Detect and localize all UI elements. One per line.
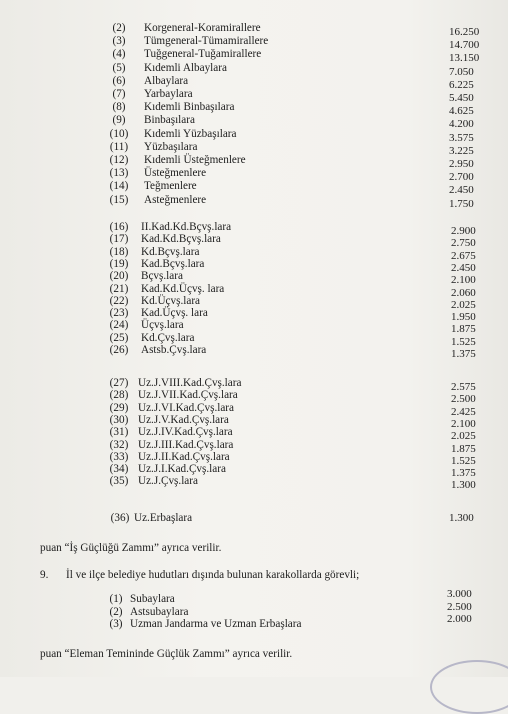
item-value: 4.200	[449, 118, 474, 131]
list-item	[99, 114, 459, 127]
list-item	[99, 377, 459, 390]
item-number: (21)	[109, 282, 129, 295]
list-item	[99, 319, 459, 332]
item-value: 2.950	[449, 158, 474, 170]
item-number: (17)	[109, 233, 129, 246]
list-item	[96, 593, 416, 606]
item-value: 2.425	[451, 405, 476, 418]
paragraph-recruitment: puan “Eleman Temininde Güçlük Zammı” ayrıca verilir.	[40, 648, 293, 660]
item-number: (25)	[109, 331, 129, 344]
item-number: (18)	[109, 245, 129, 258]
item-label: Tümgeneral-Tümamirallere	[144, 35, 269, 48]
item-number: (36)	[110, 512, 130, 524]
item-value: 2.500	[447, 600, 472, 613]
list-item	[99, 475, 459, 488]
list-item	[100, 512, 480, 525]
item-value: 4.625	[449, 105, 474, 118]
section-text: İl ve ilçe belediye hudutları dışında bulunan karakollarda görevli;	[66, 569, 360, 581]
item-value: 5.450	[449, 92, 474, 104]
list-item	[99, 258, 459, 271]
item-label: Yarbaylara	[144, 88, 193, 100]
list-item	[99, 439, 459, 452]
item-label: Kıdemli Binbaşılara	[144, 101, 235, 114]
item-value: 2.450	[451, 261, 476, 274]
item-label: Uz.Erbaşlara	[134, 512, 193, 524]
item-label: Kad.Üçvş. lara	[141, 307, 208, 320]
item-number: (6)	[112, 74, 126, 87]
list-item	[99, 233, 459, 246]
list-item	[99, 128, 459, 141]
item-label: Astsubaylara	[130, 605, 189, 618]
item-label: Uz.J.Çvş.lara	[138, 475, 198, 488]
item-label: Binbaşılara	[144, 114, 195, 127]
item-label: Kıdemli Albaylara	[144, 61, 227, 74]
item-label: Kd.Çvş.lara	[141, 331, 195, 344]
item-label: Subaylara	[130, 593, 175, 605]
item-value: 1.300	[449, 512, 474, 524]
item-value: 1.750	[449, 197, 474, 210]
item-number: (1)	[109, 593, 123, 605]
item-number: (3)	[112, 35, 126, 48]
item-number: (16)	[109, 221, 129, 233]
item-number: (29)	[109, 401, 129, 414]
item-label: Yüzbaşılara	[144, 140, 198, 153]
list-item	[99, 221, 459, 234]
item-value: 1.300	[451, 479, 476, 492]
item-number: (14)	[109, 180, 129, 193]
item-value: 1.875	[451, 442, 476, 455]
list-item	[99, 194, 459, 207]
item-number: (15)	[109, 193, 129, 206]
item-label: Bçvş.lara	[141, 270, 183, 283]
item-number: (24)	[109, 319, 129, 332]
list-item	[99, 154, 459, 167]
item-number: (4)	[112, 48, 126, 61]
item-label: Albaylara	[144, 74, 189, 87]
item-number: (27)	[109, 377, 129, 389]
list-item	[99, 307, 459, 320]
item-value: 6.225	[449, 78, 474, 91]
item-number: (3)	[109, 618, 123, 630]
item-label: II.Kad.Kd.Bçvş.lara	[141, 221, 232, 233]
item-label: Uz.J.VIII.Kad.Çvş.lara	[138, 377, 242, 389]
item-number: (13)	[109, 167, 129, 180]
item-label: Üçvş.lara	[141, 319, 184, 332]
item-value: 16.250	[449, 26, 480, 38]
item-value: 2.675	[451, 249, 476, 262]
list-item	[99, 426, 459, 439]
item-value: 2.700	[449, 171, 474, 184]
list-item	[99, 75, 459, 88]
item-label: Uz.J.V.Kad.Çvş.lara	[138, 413, 229, 426]
list-item	[99, 389, 459, 402]
item-label: Korgeneral-Koramirallere	[144, 22, 261, 34]
item-number: (33)	[109, 450, 129, 463]
item-label: Kad.Kd.Bçvş.lara	[141, 233, 221, 246]
item-number: (19)	[109, 257, 129, 270]
list-item	[99, 101, 459, 114]
item-value: 3.225	[449, 144, 474, 157]
item-value: 7.050	[449, 65, 474, 78]
item-label: Kd.Üçvş.lara	[141, 294, 201, 307]
item-number: (23)	[109, 307, 129, 320]
list-item	[99, 22, 459, 35]
item-value: 1.525	[451, 335, 476, 348]
item-label: Teğmenlere	[144, 180, 197, 193]
list-item	[99, 88, 459, 101]
item-label: Tuğgeneral-Tuğamirallere	[144, 48, 262, 61]
item-number: (30)	[109, 413, 129, 426]
list-item	[99, 270, 459, 283]
item-label: Uz.J.IV.Kad.Çvş.lara	[138, 426, 233, 439]
item-value: 1.875	[451, 323, 476, 336]
item-number: (22)	[109, 294, 129, 307]
list-item	[99, 246, 459, 259]
item-value: 2.060	[451, 286, 476, 299]
item-value: 1.375	[451, 467, 476, 480]
list-item	[99, 295, 459, 308]
item-value: 2.100	[451, 274, 476, 287]
item-number: (7)	[112, 88, 126, 100]
item-label: Üsteğmenlere	[144, 167, 207, 180]
item-label: Uz.J.III.Kad.Çvş.lara	[138, 438, 234, 451]
list-item	[99, 35, 459, 48]
item-number: (5)	[112, 61, 126, 74]
item-number: (12)	[109, 154, 129, 166]
item-label: Kad.Bçvş.lara	[141, 257, 205, 270]
item-number: (34)	[109, 463, 129, 476]
item-label: Uzman Jandarma ve Uzman Erbaşlara	[130, 618, 302, 630]
item-label: Kıdemli Üsteğmenlere	[144, 154, 246, 166]
item-label: Kad.Kd.Üçvş. lara	[141, 282, 225, 295]
item-label: Uz.J.VI.Kad.Çvş.lara	[138, 401, 235, 414]
list-item	[99, 451, 459, 464]
list-item	[99, 414, 459, 427]
item-number: (32)	[109, 438, 129, 451]
item-value: 2.900	[451, 225, 476, 237]
item-number: (28)	[109, 389, 129, 402]
item-number: (11)	[109, 140, 129, 153]
list-item	[99, 344, 459, 357]
paragraph-hardship: puan “İş Güçlüğü Zammı” ayrıca verilir.	[40, 542, 222, 554]
item-number: (26)	[109, 344, 129, 356]
item-value: 2.025	[451, 430, 476, 443]
item-label: Uz.J.VII.Kad.Çvş.lara	[138, 389, 238, 402]
item-number: (2)	[112, 22, 126, 34]
item-number: (31)	[109, 426, 129, 439]
item-value: 1.950	[451, 311, 476, 324]
list-item	[99, 463, 459, 476]
list-item	[99, 283, 459, 296]
item-number: (8)	[112, 101, 126, 114]
list-item	[99, 332, 459, 345]
item-number: (2)	[109, 605, 123, 618]
item-value: 1.375	[451, 348, 476, 360]
list-item	[99, 62, 459, 75]
section-number: 9.	[40, 569, 49, 581]
item-label: Astsb.Çvş.lara	[141, 344, 207, 356]
list-item	[99, 402, 459, 415]
item-label: Asteğmenlere	[144, 193, 207, 206]
list-item	[99, 48, 459, 61]
item-value: 3.575	[449, 131, 474, 144]
item-value: 2.750	[451, 237, 476, 250]
stamp-seal	[430, 660, 508, 714]
item-value: 2.500	[451, 393, 476, 406]
item-number: (20)	[109, 270, 129, 283]
item-label: Kıdemli Yüzbaşılara	[144, 127, 237, 140]
item-value: 2.100	[451, 417, 476, 430]
item-number: (9)	[112, 114, 126, 127]
list-item	[96, 606, 416, 619]
item-value: 13.150	[449, 52, 480, 65]
item-label: Uz.J.I.Kad.Çvş.lara	[138, 463, 226, 476]
list-item	[99, 141, 459, 154]
list-item	[99, 167, 459, 180]
list-item	[99, 180, 459, 193]
item-value: 2.450	[449, 184, 474, 197]
item-label: Kd.Bçvş.lara	[141, 245, 200, 258]
item-value: 2.000	[447, 613, 472, 625]
item-number: (10)	[109, 127, 129, 140]
list-item	[96, 618, 416, 631]
item-value: 14.700	[449, 39, 480, 52]
item-label: Uz.J.II.Kad.Çvş.lara	[138, 450, 230, 463]
item-number: (35)	[109, 475, 129, 488]
item-value: 2.025	[451, 298, 476, 311]
item-value: 2.575	[451, 381, 476, 393]
item-value: 3.000	[447, 588, 472, 600]
item-value: 1.525	[451, 454, 476, 467]
